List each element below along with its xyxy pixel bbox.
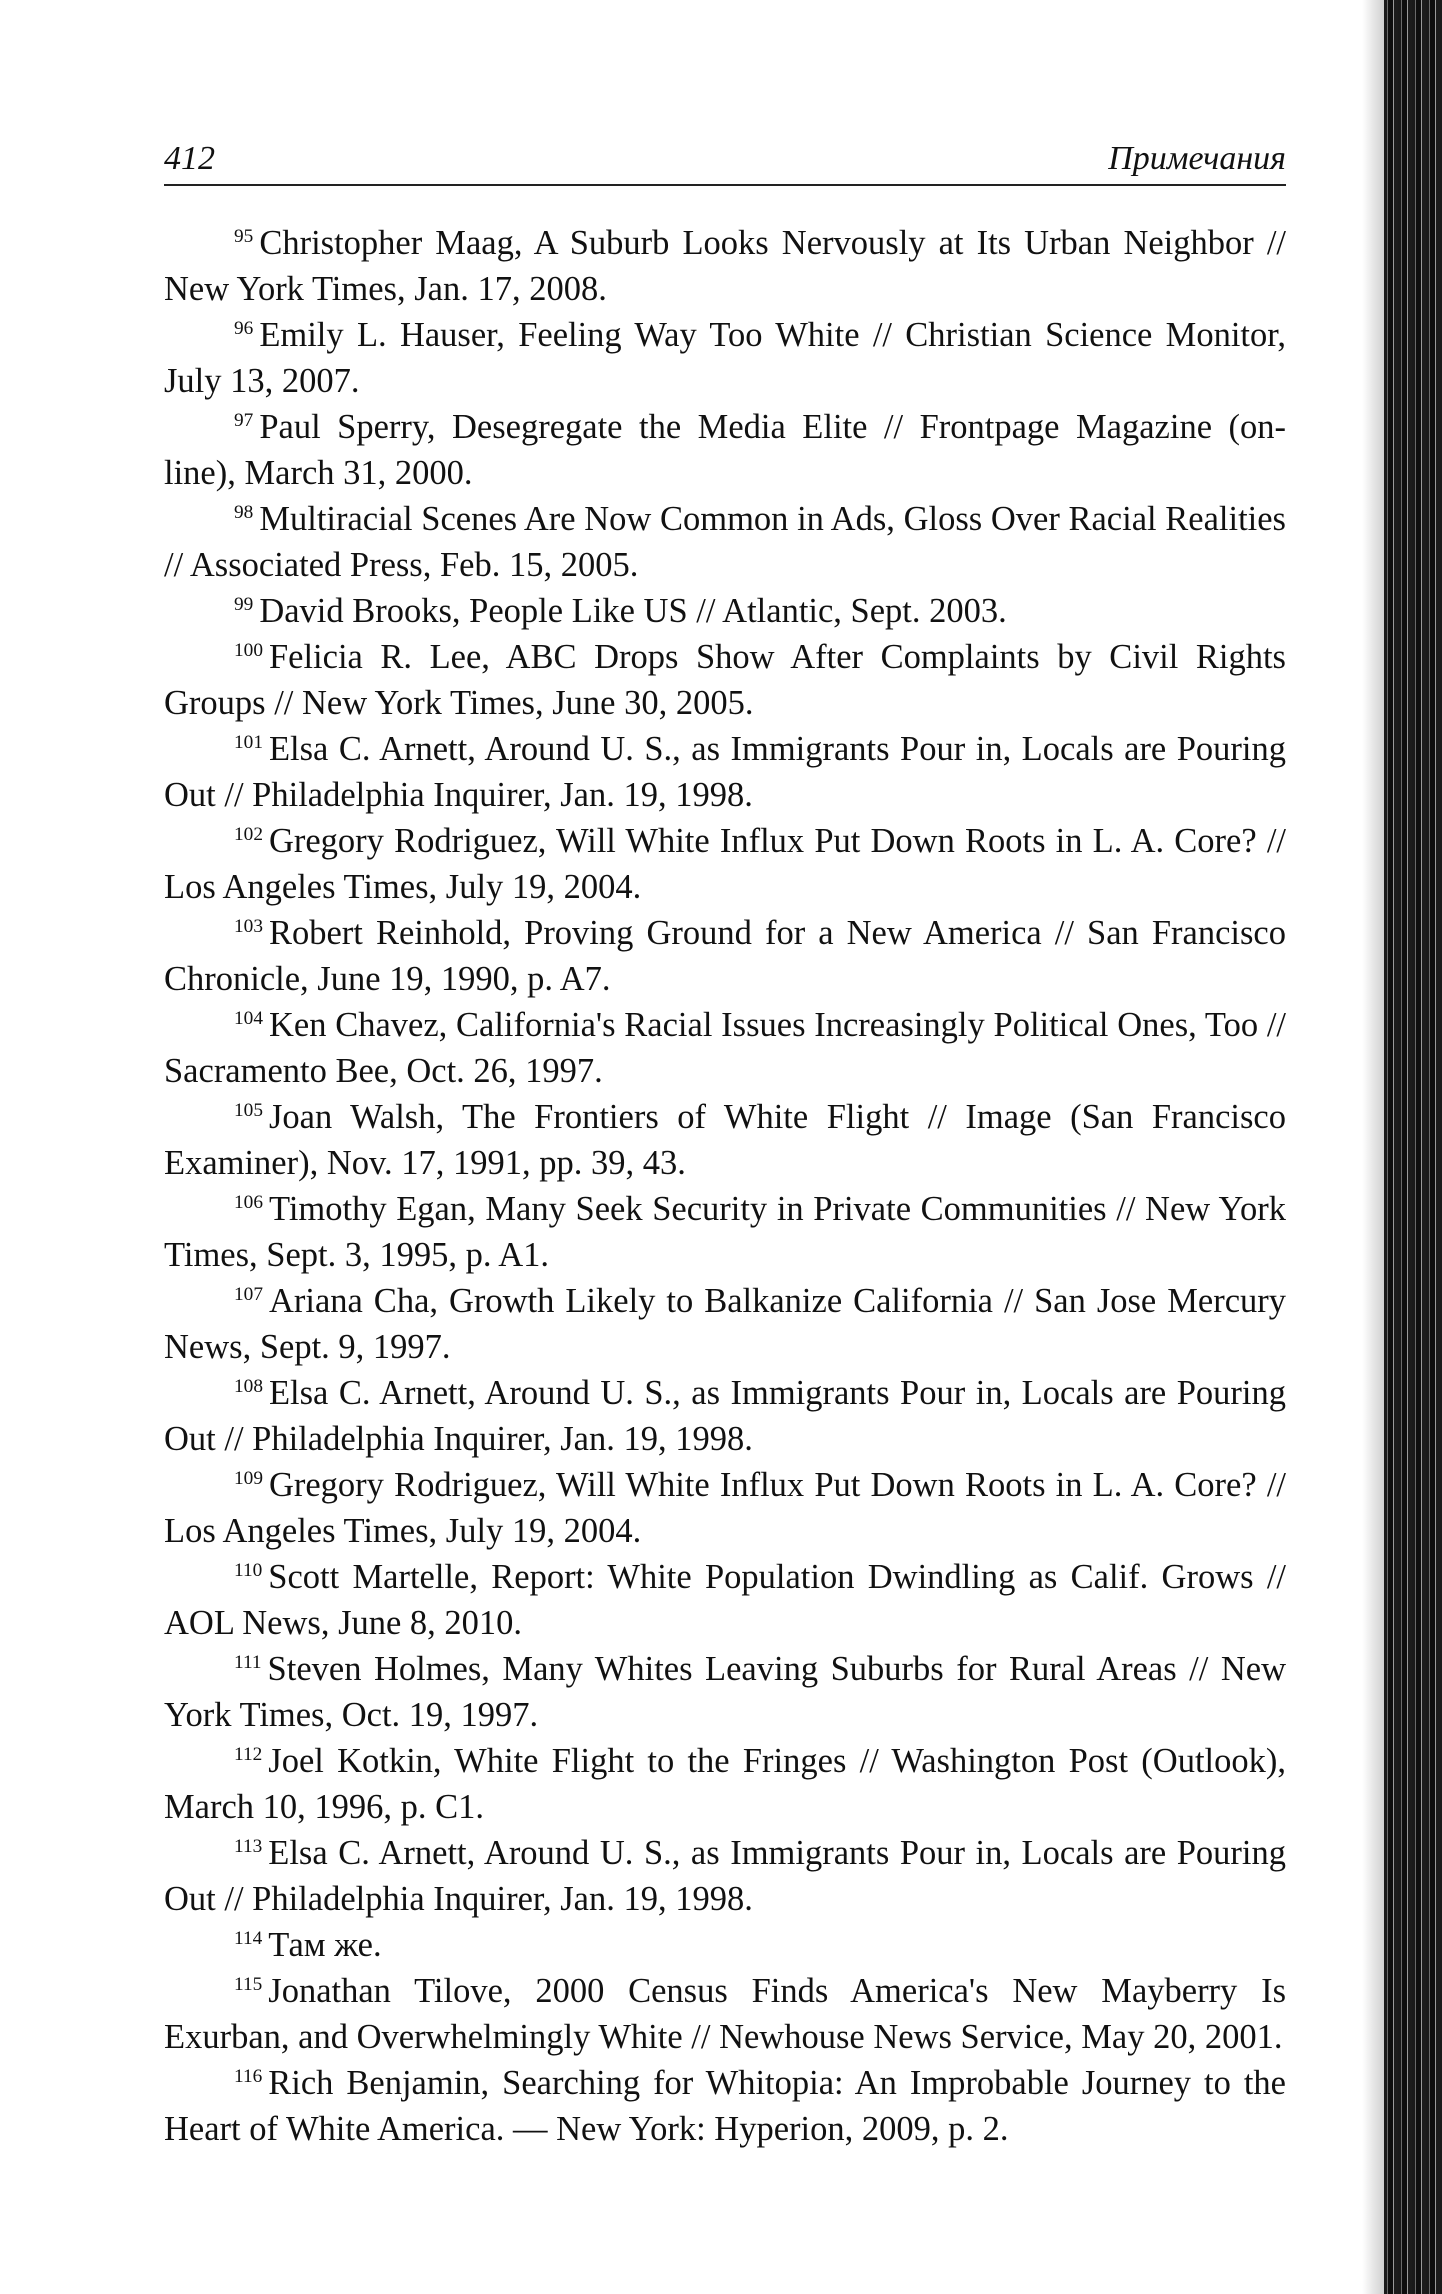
page-number: 412 <box>164 140 215 177</box>
endnote-text: Elsa C. Arnett, Around U. S., as Immigrants Pour in, Locals are Pouring Out // Philadelphia Inquirer, Jan. 19, 1998. <box>164 730 1286 814</box>
scan-shadow <box>1362 0 1384 2294</box>
endnote-100 <box>164 634 1286 726</box>
endnote-96 <box>164 312 1286 404</box>
endnote-98 <box>164 496 1286 588</box>
endnote-number: 107 <box>234 1284 263 1306</box>
endnote-text: Joel Kotkin, White Flight to the Fringes // Washington Post (Outlook), March 10, 1996, p. C1. <box>164 1742 1286 1826</box>
endnote-number: 95 <box>234 226 254 248</box>
endnote-text: Robert Reinhold, Proving Ground for a New America // San Francisco Chronicle, June 19, 1990, p. A7. <box>164 914 1286 998</box>
endnote-108 <box>164 1370 1286 1462</box>
endnote-111 <box>164 1646 1286 1738</box>
endnote-text: Elsa C. Arnett, Around U. S., as Immigrants Pour in, Locals are Pouring Out // Philadelphia Inquirer, Jan. 19, 1998. <box>164 1834 1286 1918</box>
endnote-text: Jonathan Tilove, 2000 Census Finds America's New Mayberry Is Exurban, and Overwhelmingly White // Newhouse News Service, May 20, 2001. <box>164 1972 1286 2056</box>
endnote-number: 106 <box>234 1192 263 1214</box>
endnote-number: 110 <box>234 1560 263 1582</box>
endnote-text: Ariana Cha, Growth Likely to Balkanize California // San Jose Mercury News, Sept. 9, 1997. <box>164 1282 1286 1366</box>
endnote-text: Christopher Maag, A Suburb Looks Nervously at Its Urban Neighbor // New York Times, Jan. 17, 2008. <box>164 224 1286 308</box>
endnote-number: 105 <box>234 1100 263 1122</box>
endnote-107 <box>164 1278 1286 1370</box>
endnote-number: 111 <box>234 1652 262 1674</box>
endnote-number: 108 <box>234 1376 263 1398</box>
endnote-number: 115 <box>234 1974 263 1996</box>
endnote-101 <box>164 726 1286 818</box>
endnote-95 <box>164 220 1286 312</box>
endnote-text: Gregory Rodriguez, Will White Influx Put Down Roots in L. A. Core? // Los Angeles Times, July 19, 2004. <box>164 1466 1286 1550</box>
endnote-text: Ken Chavez, California's Racial Issues Increasingly Political Ones, Too // Sacramento Bee, Oct. 26, 1997. <box>164 1006 1286 1090</box>
endnote-number: 103 <box>234 916 263 938</box>
endnote-text: Timothy Egan, Many Seek Security in Private Communities // New York Times, Sept. 3, 1995, p. A1. <box>164 1190 1286 1274</box>
endnote-text: Felicia R. Lee, ABC Drops Show After Complaints by Civil Rights Groups // New York Times, June 30, 2005. <box>164 638 1286 722</box>
endnote-number: 99 <box>234 594 254 616</box>
endnote-number: 102 <box>234 824 263 846</box>
endnote-104 <box>164 1002 1286 1094</box>
endnote-113 <box>164 1830 1286 1922</box>
page-header <box>164 138 1286 186</box>
scan-binding-edge <box>1384 0 1442 2294</box>
endnotes-list <box>164 220 1286 2152</box>
endnote-number: 109 <box>234 1468 263 1490</box>
endnote-number: 104 <box>234 1008 263 1030</box>
endnote-text: Joan Walsh, The Frontiers of White Flight // Image (San Francisco Examiner), Nov. 17, 1991, pp. 39, 43. <box>164 1098 1286 1182</box>
endnote-number: 114 <box>234 1928 263 1950</box>
endnote-number: 116 <box>234 2066 263 2088</box>
endnote-text: Paul Sperry, Desegregate the Media Elite // Frontpage Magazine (on-line), March 31, 2000. <box>164 408 1286 492</box>
endnote-text: Emily L. Hauser, Feeling Way Too White // Christian Science Monitor, July 13, 2007. <box>164 316 1286 400</box>
endnote-text: Там же. <box>268 1926 382 1964</box>
endnote-text: Gregory Rodriguez, Will White Influx Put Down Roots in L. A. Core? // Los Angeles Times, July 19, 2004. <box>164 822 1286 906</box>
endnote-97 <box>164 404 1286 496</box>
endnote-number: 96 <box>234 318 254 340</box>
endnote-number: 100 <box>234 640 263 662</box>
endnote-number: 112 <box>234 1744 263 1766</box>
endnote-number: 113 <box>234 1836 263 1858</box>
endnote-103 <box>164 910 1286 1002</box>
endnote-115 <box>164 1968 1286 2060</box>
endnote-106 <box>164 1186 1286 1278</box>
endnote-text: Multiracial Scenes Are Now Common in Ads, Gloss Over Racial Realities // Associated Press, Feb. 15, 2005. <box>164 500 1286 584</box>
endnote-105 <box>164 1094 1286 1186</box>
endnote-number: 97 <box>234 410 254 432</box>
endnote-number: 98 <box>234 502 254 524</box>
endnote-110 <box>164 1554 1286 1646</box>
endnote-text: Rich Benjamin, Searching for Whitopia: An Improbable Journey to the Heart of White America. — New York: Hyperion, 2009, p. 2. <box>164 2064 1286 2148</box>
endnote-102 <box>164 818 1286 910</box>
endnote-number: 101 <box>234 732 263 754</box>
endnote-109 <box>164 1462 1286 1554</box>
endnote-text: Steven Holmes, Many Whites Leaving Suburbs for Rural Areas // New York Times, Oct. 19, 1997. <box>164 1650 1286 1734</box>
endnote-text: David Brooks, People Like US // Atlantic, Sept. 2003. <box>259 592 1007 630</box>
endnote-112 <box>164 1738 1286 1830</box>
endnote-text: Elsa C. Arnett, Around U. S., as Immigrants Pour in, Locals are Pouring Out // Philadelphia Inquirer, Jan. 19, 1998. <box>164 1374 1286 1458</box>
endnote-114 <box>164 1922 1286 1968</box>
running-title: Примечания <box>1108 140 1286 177</box>
endnote-99 <box>164 588 1286 634</box>
endnote-116 <box>164 2060 1286 2152</box>
endnote-text: Scott Martelle, Report: White Population Dwindling as Calif. Grows // AOL News, June 8, 2010. <box>164 1558 1286 1642</box>
